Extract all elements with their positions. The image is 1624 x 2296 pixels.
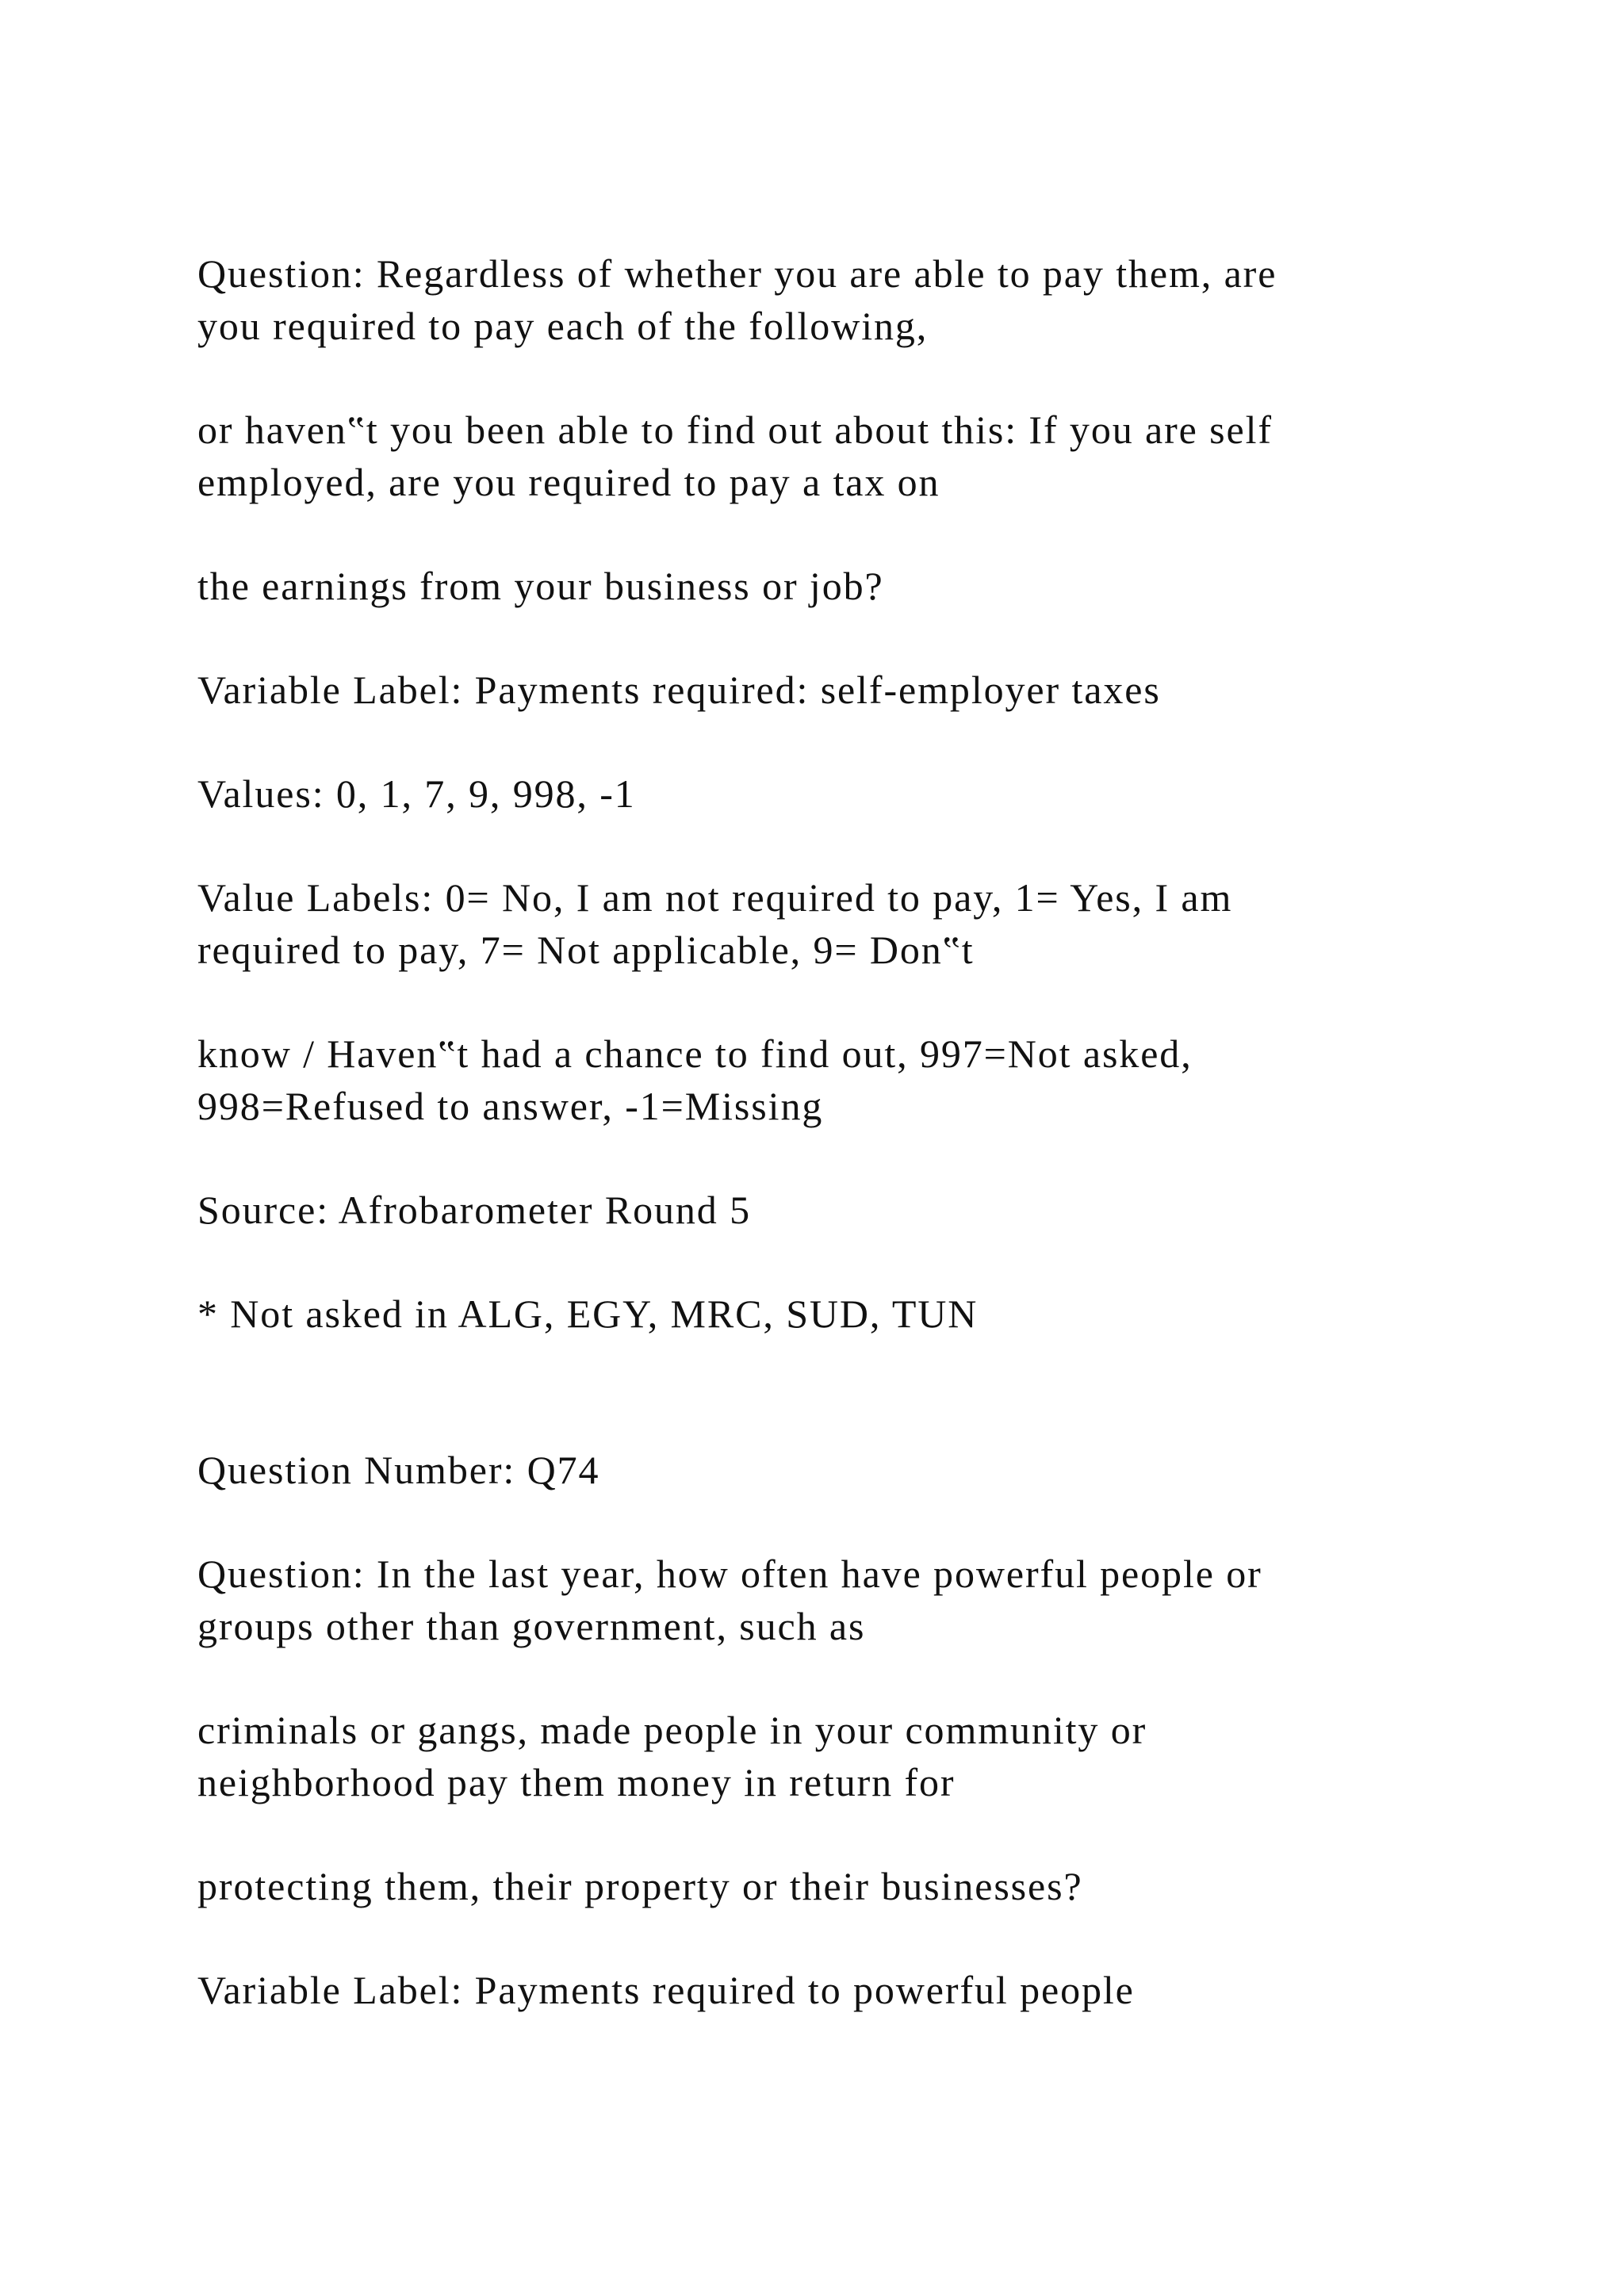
text-line: criminals or gangs, made people in your community or <box>197 1708 1147 1752</box>
paragraph-question-continued <box>197 404 1434 508</box>
text-line: Variable Label: Payments required to powerful people <box>197 1968 1135 2012</box>
text-line: Values: 0, 1, 7, 9, 998, -1 <box>197 771 636 816</box>
text-line: you required to pay each of the following, <box>197 304 929 348</box>
text-line: Variable Label: Payments required: self-employer taxes <box>197 668 1161 712</box>
text-line: know / Haven‟t had a chance to find out, 997=Not asked, <box>197 1031 1193 1076</box>
text-line: protecting them, their property or their businesses? <box>197 1864 1083 1908</box>
paragraph-source <box>197 1184 1434 1236</box>
paragraph-note <box>197 1288 1434 1340</box>
text-line: employed, are you required to pay a tax on <box>197 460 940 504</box>
paragraph-values <box>197 767 1434 820</box>
paragraph-question-q74-end <box>197 1860 1434 1912</box>
text-line: Question: In the last year, how often have powerful people or <box>197 1552 1262 1596</box>
text-line: Question: Regardless of whether you are able to pay them, are <box>197 251 1277 296</box>
text-line: * Not asked in ALG, EGY, MRC, SUD, TUN <box>197 1292 979 1336</box>
paragraph-question-end <box>197 560 1434 612</box>
paragraph-question-intro <box>197 247 1434 352</box>
paragraph-value-labels-continued <box>197 1027 1434 1132</box>
text-line: 998=Refused to answer, -1=Missing <box>197 1084 824 1128</box>
paragraph-variable-label-q74 <box>197 1964 1434 2016</box>
text-line: Source: Afrobarometer Round 5 <box>197 1188 751 1232</box>
paragraph-question-q74-continued <box>197 1704 1434 1808</box>
text-line: groups other than government, such as <box>197 1604 866 1648</box>
paragraph-value-labels <box>197 871 1434 976</box>
text-line: Value Labels: 0= No, I am not required to pay, 1= Yes, I am <box>197 875 1233 920</box>
paragraph-variable-label <box>197 664 1434 716</box>
document-body <box>197 247 1434 2068</box>
paragraph-question-number <box>197 1444 1434 1496</box>
text-line: the earnings from your business or job? <box>197 564 884 608</box>
text-line: Question Number: Q74 <box>197 1448 600 1492</box>
paragraph-question-q74 <box>197 1548 1434 1652</box>
text-line: neighborhood pay them money in return for <box>197 1760 956 1804</box>
text-line: or haven‟t you been able to find out about this: If you are self <box>197 408 1273 452</box>
text-line: required to pay, 7= Not applicable, 9= Don‟t <box>197 928 975 972</box>
